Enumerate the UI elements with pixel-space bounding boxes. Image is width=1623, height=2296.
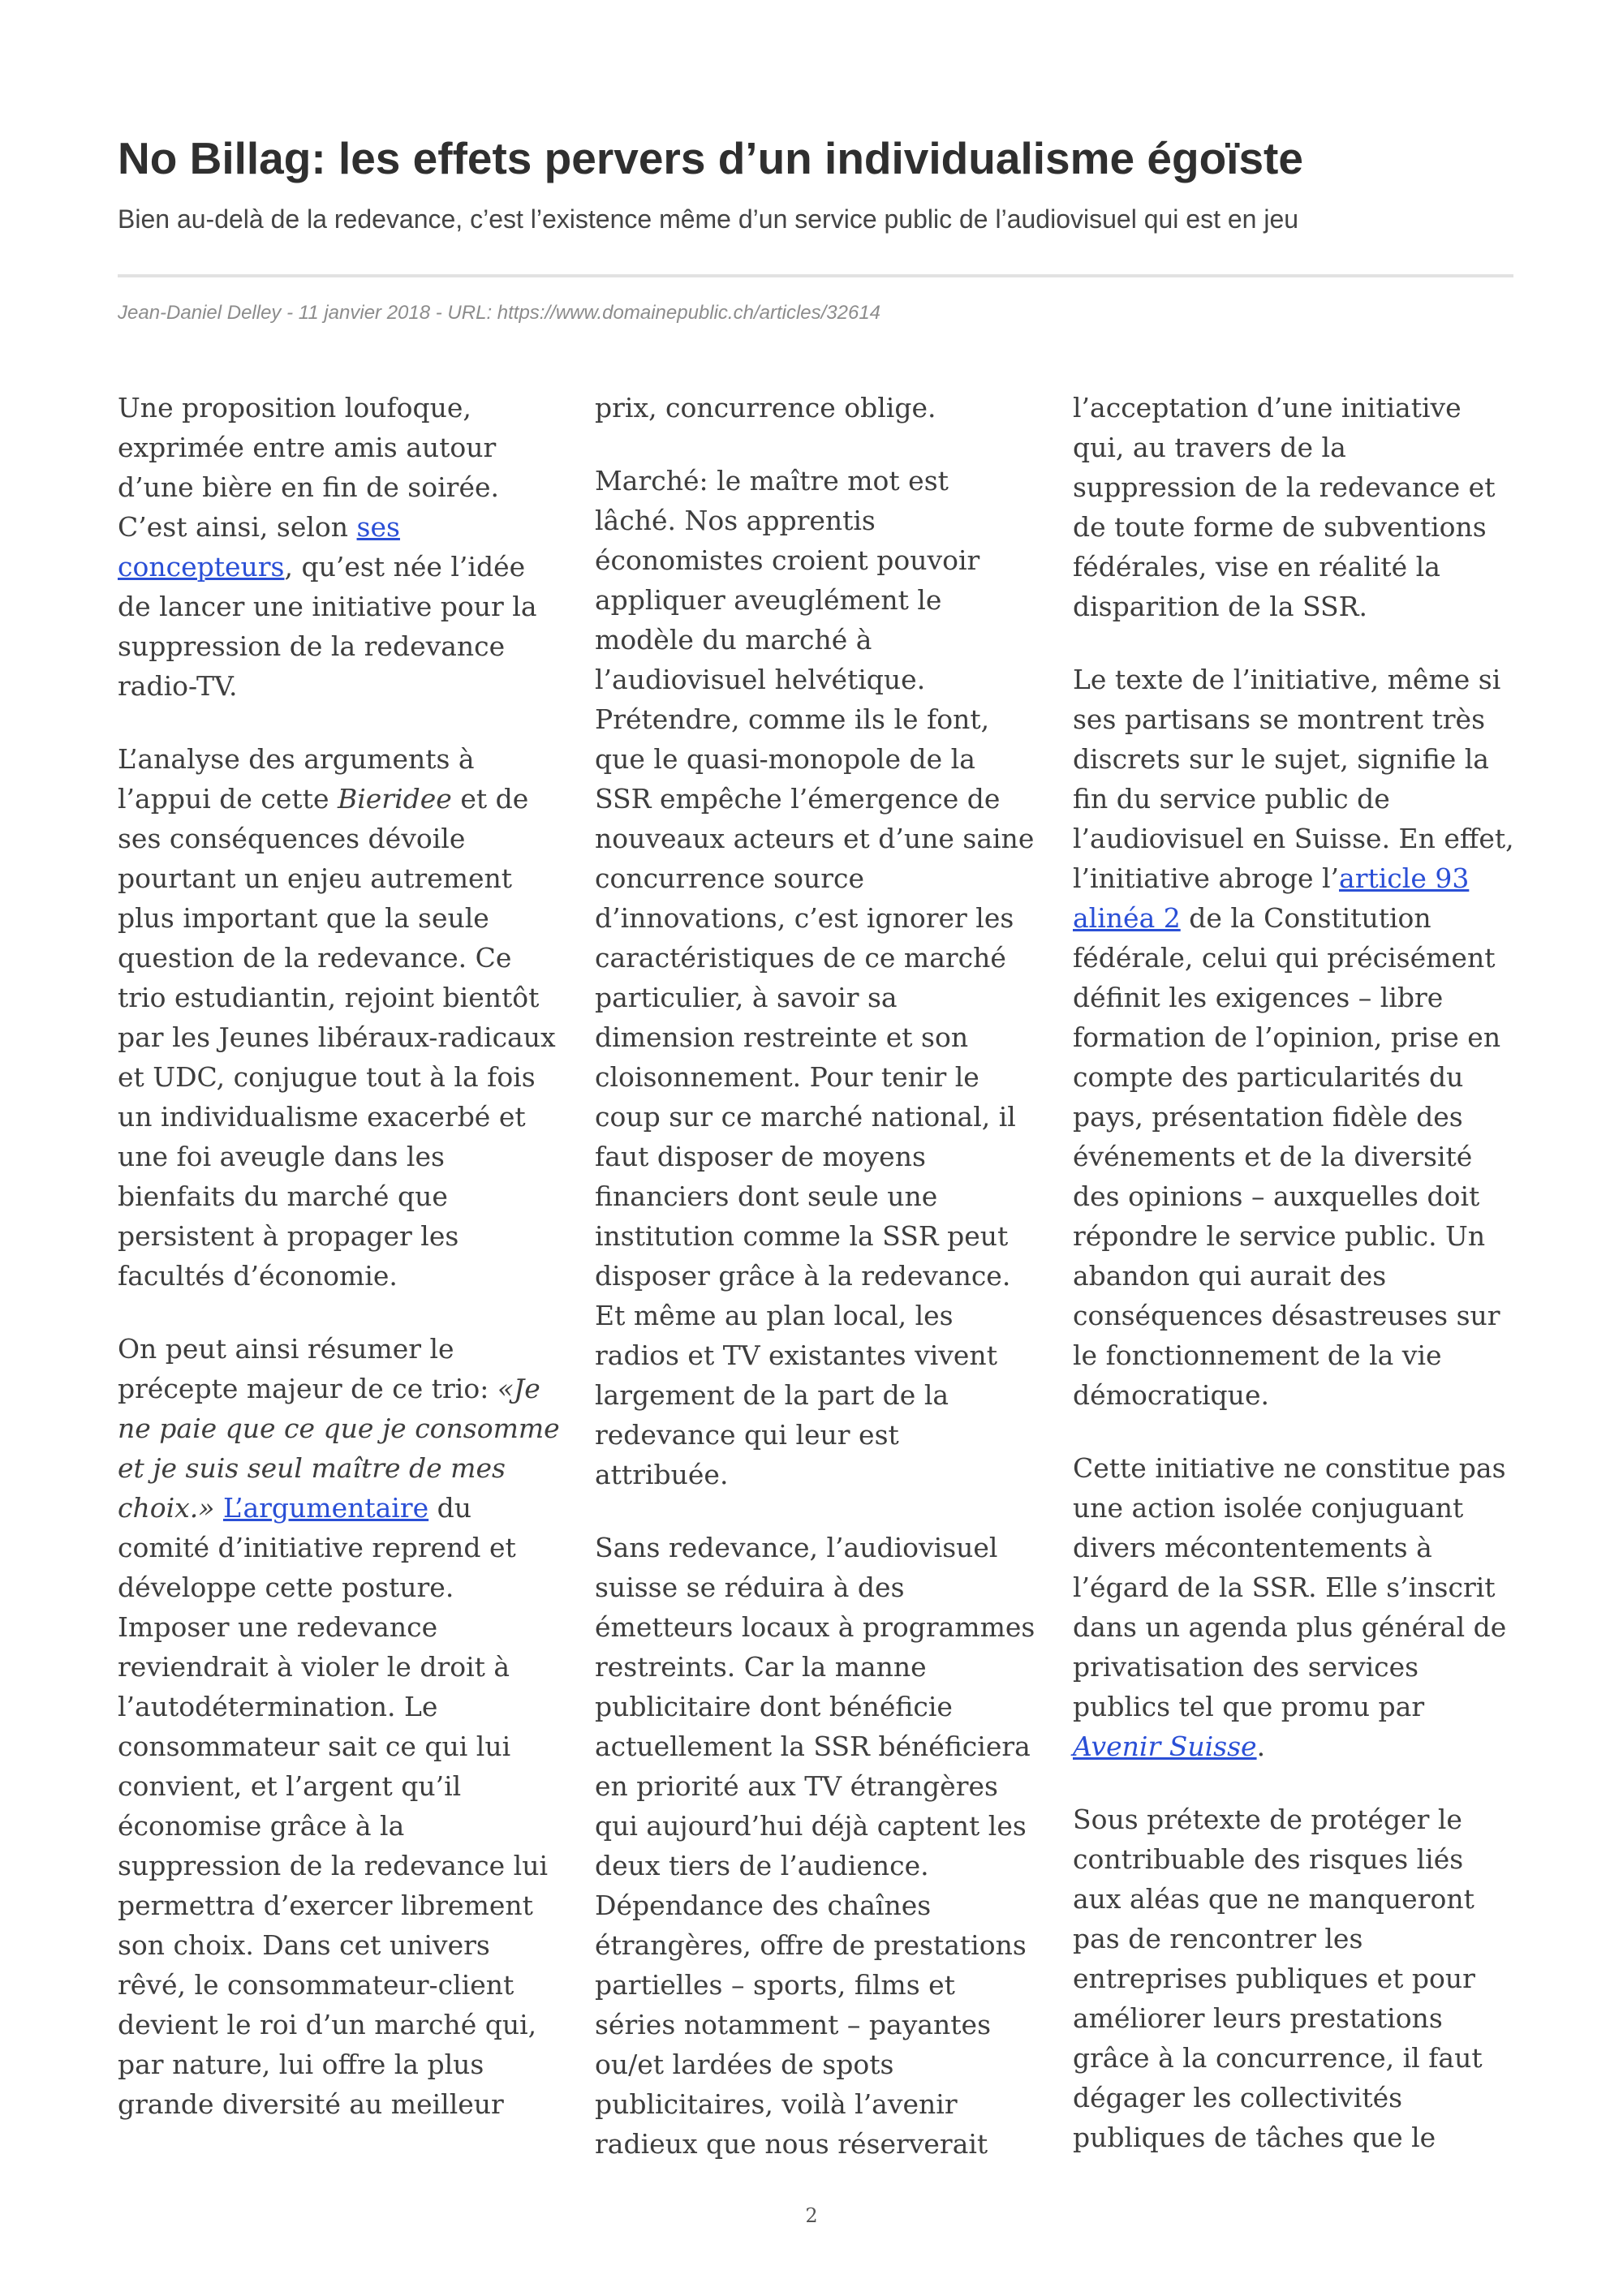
- text-run: de la Constitution fédérale, celui qui précisément définit les exigences – libre formation de l’opinion, prise en compte des particularités du pays, présentation fidèle des événements et de la diversité des opinions – auxquelles doit répondre le service public. Un abandon qui aurait des conséquences désastreuses sur le fonctionnement de la vie démocratique.: [1073, 902, 1501, 1411]
- page-number: 2: [805, 2204, 818, 2227]
- paragraph: Marché: le maître mot est lâché. Nos apprentis économistes croient pouvoir appliquer aveuglément le modèle du marché à l’audiovisuel helvétique. Prétendre, comme ils le font, que le quasi-monopole de la SSR empêche l’émergence de nouveaux acteurs et d’une saine concurrence source d’innovations, c’est ignorer les caractéristiques de ce marché particulier, à savoir sa dimension restreinte et son cloisonnement. Pour tenir le coup sur ce marché national, il faut disposer de moyens financiers dont seule une institution comme la SSR peut disposer grâce à la redevance. Et même au plan local, les radios et TV existantes vivent largement de la part de la redevance qui leur est attribuée.: [595, 465, 1035, 1490]
- paragraph: Sans redevance, l’audiovisuel suisse se réduira à des émetteurs locaux à programmes restreints. Car la manne publicitaire dont bénéficie actuellement la SSR bénéficiera en priorité aux TV étrangères qui aujourd’hui déjà captent les deux tiers de l’audience. Dépendance des chaînes étrangères, offre de prestations partielles – sports, films et séries notamment – payantes ou/et lardées de spots publicitaires, voilà l’avenir radieux que nous réserverait: [595, 1532, 1035, 2160]
- paragraph: [1073, 1448, 1515, 1766]
- article-title: No Billag: les effets pervers d’un individualisme égoïste: [118, 133, 1303, 183]
- text-run: et de ses conséquences dévoile pourtant un enjeu autrement plus important que la seule question de la redevance. Ce trio estudiantin, rejoint bientôt par les Jeunes libéraux-radicaux et UDC, conjugue tout à la fois un individualisme exacerbé et une foi aveugle dans les bienfaits du marché que persistent à propager les facultés d’économie.: [118, 783, 556, 1292]
- emphasis-text: Bieridee: [337, 783, 452, 815]
- text-column-3: [1073, 388, 1515, 2191]
- paragraph: [118, 1329, 560, 2124]
- text-run: On peut ainsi résumer le précepte majeur de ce trio:: [118, 1333, 497, 1404]
- text-run: Une proposition loufoque, exprimée entre amis autour d’une bière en fin de soirée. C’est ainsi, selon: [118, 392, 499, 543]
- paragraph: [1073, 660, 1515, 1415]
- text-run: du comité d’initiative reprend et développe cette posture. Imposer une redevance reviendrait à violer le droit à l’autodétermination. Le consommateur sait ce qui lui convient, et l’argent qu’il économise grâce à la suppression de la redevance lui permettra d’exercer librement son choix. Dans cet univers rêvé, le consommateur-client devient le roi d’un marché qui, par nature, lui offre la plus grande diversité au meilleur: [118, 1492, 549, 2120]
- text-run: Le texte de l’initiative, même si ses partisans se montrent très discrets sur le sujet, signifie la fin du service public de l’audiovisuel en Suisse. En effet, l’initiative abroge l’: [1073, 664, 1514, 894]
- paragraph: [118, 739, 560, 1296]
- text-run: Cette initiative ne constitue pas une action isolée conjuguant divers mécontentements à l’égard de la SSR. Elle s’inscrit dans un agenda plus général de privatisation des services publics tel que promu par: [1073, 1452, 1507, 1722]
- link-article-93[interactable]: article 93 alinéa 2: [1073, 862, 1470, 934]
- paragraph: l’acceptation d’une initiative qui, au travers de la suppression de la redevance et de toute forme de subventions fédérales, vise en réalité la disparition de la SSR.: [1073, 392, 1496, 622]
- text-run: , qu’est née l’idée de lancer une initiative pour la suppression de la redevance radio-TV.: [118, 551, 537, 702]
- text-run: L’analyse des arguments à l’appui de cette: [118, 743, 475, 815]
- text-column-1: [118, 388, 560, 2157]
- text-column-2: [595, 388, 1037, 2197]
- article-meta: Jean-Daniel Delley - 11 janvier 2018 - URL: https://www.domainepublic.ch/articles/32614: [118, 302, 881, 324]
- paragraph: Sous prétexte de protéger le contribuable des risques liés aux aléas que ne manqueront pas de rencontrer les entreprises publiques et pour améliorer leurs prestations grâce à la concurrence, il faut dégager les collectivités publiques de tâches que le: [1073, 1804, 1483, 2153]
- link-avenir-suisse[interactable]: Avenir Suisse: [1073, 1731, 1257, 1762]
- link-ses-concepteurs[interactable]: ses concepteurs: [118, 511, 400, 583]
- paragraph: prix, concurrence oblige.: [595, 392, 936, 424]
- text-run: .: [1256, 1731, 1266, 1762]
- text-run: [214, 1492, 223, 1524]
- link-argumentaire[interactable]: L’argumentaire: [222, 1492, 429, 1524]
- header-divider: [118, 274, 1513, 277]
- quote-text: «Je ne paie que ce que je consomme et je suis seul maître de mes choix.»: [118, 1373, 560, 1524]
- article-subtitle: Bien au-delà de la redevance, c’est l’existence même d’un service public de l’audiovisuel qui est en jeu: [118, 204, 1299, 234]
- paragraph: [118, 388, 560, 706]
